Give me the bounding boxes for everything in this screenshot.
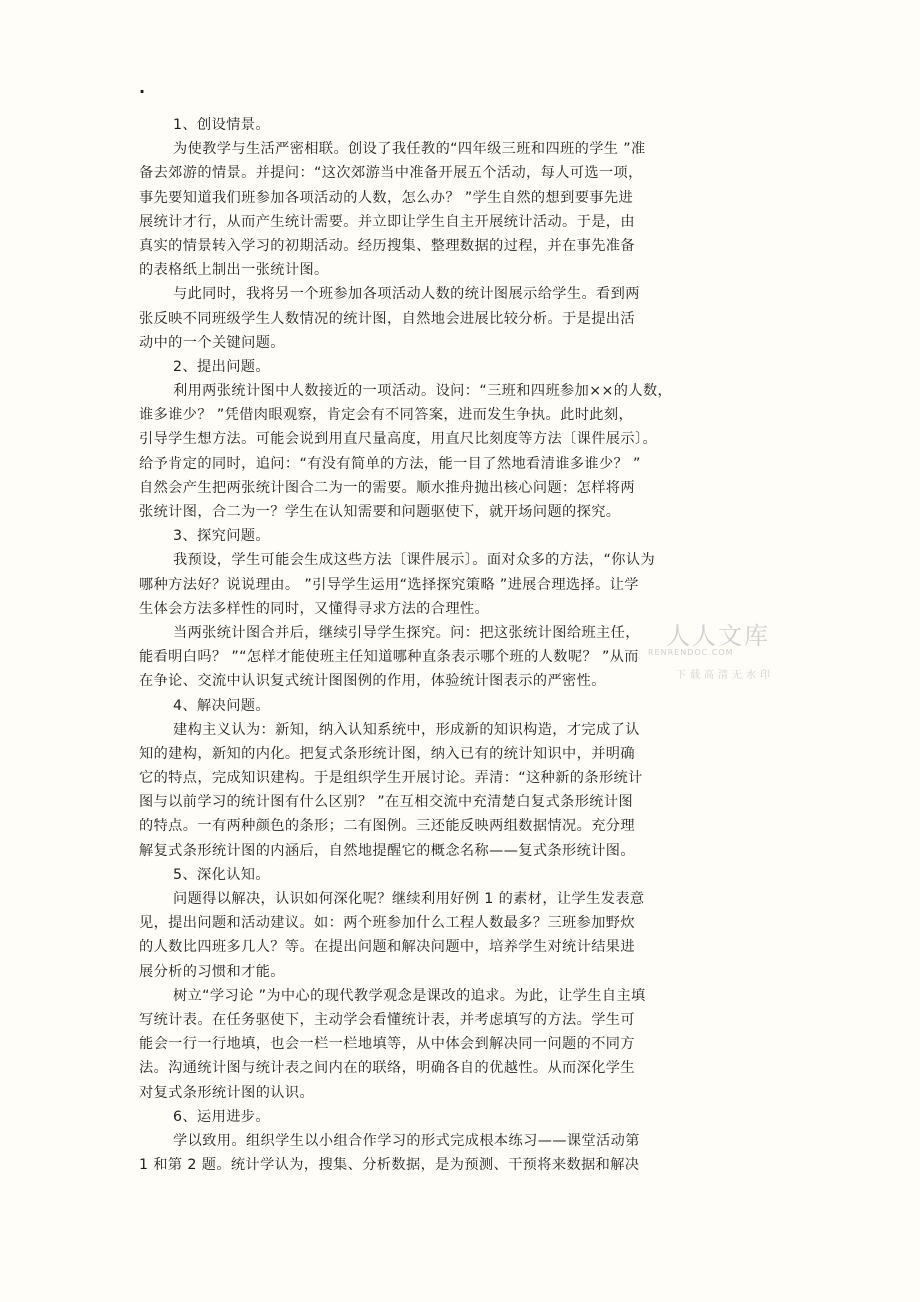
text-line: 对复式条形统计图的认识。 (139, 1084, 315, 1101)
watermark-note: 下载高清无水印 (676, 670, 774, 681)
text-line: 张反映不同班级学生人数情况的统计图，自然地会进展比较分析。于是提出活 (139, 310, 635, 327)
watermark-brand: 人人文库 (666, 622, 770, 650)
text-line: 能会一行一行地填，也会一栏一栏地填等，从中体会到解决同一问题的不同方 (139, 1036, 635, 1053)
text-line: 张统计图，合二为一？学生在认知需要和问题驱使下，就开场问题的探究。 (139, 504, 621, 520)
text-line: 图与以前学习的统计图有什么区别？ ”在互相交流中充清楚白复式条形统计图 (139, 794, 634, 811)
text-line: 我预设，学生可能会生成这些方法〔课件展示〕。面对众多的方法，“你认为 (173, 552, 656, 569)
text-line: 自然会产生把两张统计图合二为一的需要。顺水推舟抛出核心问题：怎样将两 (139, 479, 635, 496)
text-line: 为使教学与生活严密相联。创设了我任教的“四年级三班和四班的学生 ”准 (173, 141, 646, 158)
text-line: 问题得以解决，认识如何深化呢？继续利用好例 1 的素材，让学生发表意 (173, 891, 645, 907)
text-line: 5、深化认知。 (173, 866, 270, 883)
text-line: 的人数比四班多几人？等。在提出问题和解决问题中，培养学生对统计结果进 (139, 939, 635, 956)
text-line: 6、运用进步。 (173, 1108, 270, 1125)
text-line: 真实的情景转入学习的初期活动。经历搜集、整理数据的过程，并在事先准备 (139, 237, 635, 254)
text-line: 利用两张统计图中人数接近的一项活动。设问：“三班和四班参加××的人数， (173, 383, 673, 400)
text-line: 3、探究问题。 (173, 528, 270, 545)
text-line: 展分析的习惯和才能。 (139, 963, 285, 980)
text-line: 它的特点，完成知识建构。于是组织学生开展讨论。弄清：“这种新的条形统计 (139, 770, 643, 787)
text-line: 学以致用。组织学生以小组合作学习的形式完成根本练习——课堂活动第 (173, 1132, 640, 1149)
text-line: 4、解决问题。 (173, 697, 270, 714)
text-line: 1 和第 2 题。统计学认为，搜集、分析数据，是为预测、干预将来数据和解决 (139, 1157, 640, 1174)
text-line: 在争论、交流中认识复式统计图图例的作用，体验统计图表示的严密性。 (139, 673, 606, 690)
text-line: 事先要知道我们班参加各项活动的人数，怎么办？ ”学生自然的想到要事先进 (139, 189, 634, 206)
text-line: 解复式条形统计图的内涵后，自然地提醒它的概念名称——复式条形统计图。 (139, 842, 635, 859)
text-line: 给予肯定的同时，追问：“有没有简单的方法，能一目了然地看清谁多谁少？ ” (139, 455, 641, 472)
text-line: 与此同时，我将另一个班参加各项活动人数的统计图展示给学生。看到两 (173, 286, 640, 303)
text-line: 能看明白吗？ ”“怎样才能使班主任知道哪种直条表示哪个班的人数呢？ ”从而 (139, 649, 639, 666)
text-line: 当两张统计图合并后，继续引导学生探究。问：把这张统计图给班主任， (173, 624, 640, 641)
text-line: 哪种方法好？说说理由。 ”引导学生运用“选择探究策略 ”进展合理选择。让学 (139, 576, 639, 593)
text-line: 法。沟通统计图与统计表之间内在的联络，明确各自的优越性。从而深化学生 (139, 1060, 635, 1077)
text-line: 引导学生想方法。可能会说到用直尺量高度，用直尺比刻度等方法〔课件展示〕。 (139, 431, 658, 448)
text-line: 见，提出问题和活动建议。如：两个班参加什么工程人数最多？三班参加野炊 (139, 915, 635, 932)
watermark-site: RENRENDOC.COM (648, 648, 734, 657)
text-line: 知的建构，新知的内化。把复式条形统计图，纳入已有的统计知识中，并明确 (139, 745, 635, 762)
text-line: 动中的一个关键问题。 (139, 334, 285, 351)
text-line: 建构主义认为：新知，纳入认知系统中，形成新的知识构造，才完成了认 (173, 721, 640, 738)
text-line: 的表格纸上制出一张统计图。 (139, 262, 329, 279)
text-line: 展统计才行，从而产生统计需要。并立即让学生自主开展统计活动。于是，由 (139, 213, 635, 230)
page-dot: . (139, 78, 146, 97)
text-line: 写统计表。在任务驱使下，主动学会看懂统计表，并考虑填写的方法。学生可 (139, 1011, 635, 1028)
text-line: 的特点。一有两种颜色的条形；二有图例。三还能反映两组数据情况。充分理 (139, 818, 635, 835)
text-line: 2、提出问题。 (173, 358, 270, 375)
text-line: 备去郊游的情景。并提问：“这次郊游当中准备开展五个活动，每人可选一项， (139, 165, 643, 182)
text-line: 生体会方法多样性的同时，又懂得寻求方法的合理性。 (139, 600, 490, 617)
text-line: 谁多谁少？ ”凭借肉眼观察，肯定会有不同答案，进而发生争执。此时此刻， (139, 407, 634, 424)
text-line: 1、创设情景。 (173, 117, 270, 133)
text-line: 树立“学习论 ”为中心的现代教学观念是课改的追求。为此，让学生自主填 (173, 987, 646, 1004)
watermark (640, 616, 790, 686)
